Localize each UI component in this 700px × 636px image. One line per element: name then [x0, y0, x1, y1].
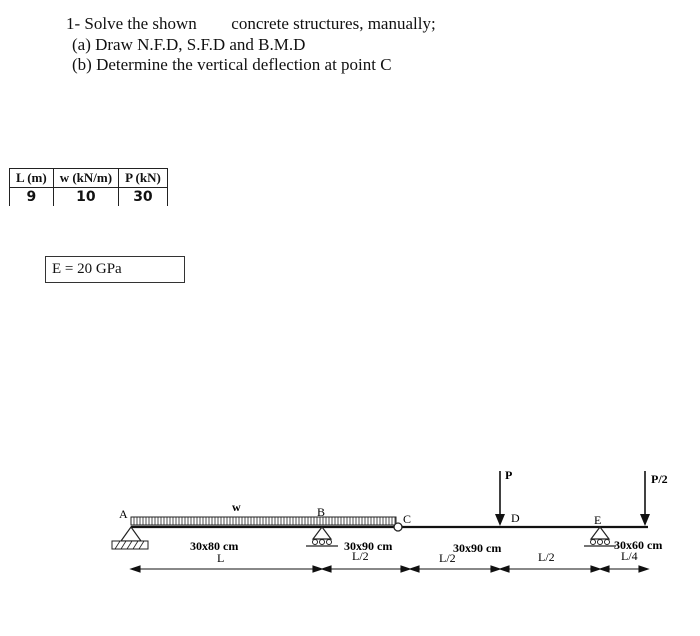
- pin-support-a: [112, 527, 148, 549]
- label-dim-ab: L: [217, 551, 225, 565]
- question-part-b: (b) Determine the vertical deflection at point C: [72, 55, 392, 74]
- dimension-line: [131, 566, 648, 572]
- label-point-a: A: [119, 507, 128, 521]
- header-point-load: P (kN): [119, 169, 168, 188]
- question-part-a: (a) Draw N.F.D, S.F.D and B.M.D: [72, 35, 306, 54]
- header-length: L (m): [10, 169, 54, 188]
- header-distributed-load: w (kN/m): [53, 169, 118, 188]
- label-dim-cd: L/2: [439, 551, 456, 565]
- point-load-p-arrow: [495, 471, 505, 526]
- label-section-bc: 30x90 cm: [344, 539, 393, 553]
- value-length: 9: [10, 188, 54, 207]
- point-load-p2-arrow: [640, 471, 650, 526]
- modulus-box: E = 20 GPa: [45, 256, 185, 283]
- label-section-e: 30x60 cm: [614, 538, 663, 552]
- roller-support-e: [584, 527, 616, 546]
- value-distributed-load: 10: [53, 188, 118, 207]
- label-dim-de: L/2: [538, 550, 555, 564]
- label-point-b: B: [317, 505, 326, 519]
- roller-support-b: [306, 527, 338, 546]
- distributed-load-band: [131, 517, 396, 525]
- label-section-ab: 30x80 cm: [190, 539, 239, 553]
- label-load-p2: P/2: [651, 472, 668, 486]
- label-section-cd: 30x90 cm: [453, 541, 502, 555]
- hinge-c: [394, 523, 402, 531]
- question-number: 1- Solve the shown: [66, 14, 197, 33]
- label-dim-bc: L/2: [352, 549, 369, 563]
- label-point-c: C: [403, 512, 412, 526]
- value-point-load: 30: [119, 188, 168, 207]
- label-load-w: w: [232, 500, 241, 514]
- label-point-d: D: [511, 511, 520, 525]
- label-dim-e-end: L/4: [621, 549, 638, 563]
- label-load-p: P: [505, 468, 513, 482]
- question-text: concrete structures, manually;: [231, 14, 436, 33]
- label-point-e: E: [594, 513, 602, 527]
